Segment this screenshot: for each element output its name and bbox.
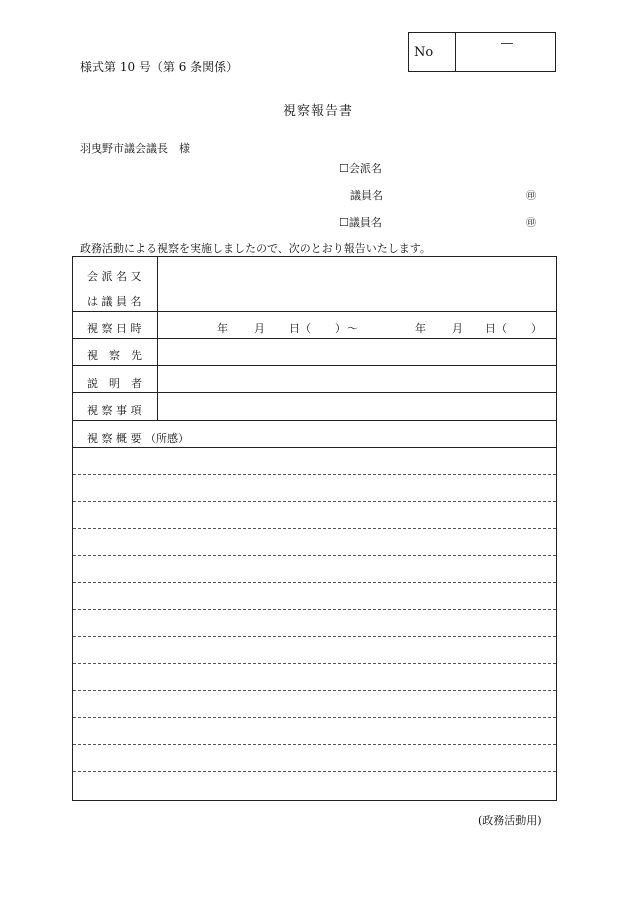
report-table (72, 256, 557, 801)
destination-label: 視 察 先 (87, 349, 142, 362)
summary-line (73, 771, 556, 772)
name-field[interactable] (157, 257, 557, 311)
document-number-box (408, 32, 556, 72)
row-divider (73, 420, 556, 421)
summary-line (73, 555, 556, 556)
document-title: 視察報告書 (283, 104, 354, 119)
explainer-field[interactable] (157, 365, 557, 392)
document-number-label-cell (409, 33, 456, 71)
intro-statement: 政務活動による視察を実施しましたので、次のとおり報告いたします。 (80, 242, 431, 255)
document-number-label: No (414, 45, 434, 60)
summary-line (73, 609, 556, 610)
summary-line (73, 528, 556, 529)
explainer-label: 説 明 者 (87, 377, 142, 390)
summary-label: 視 察 概 要 （所感） (87, 432, 189, 445)
date-end-day: 日（ (485, 322, 507, 335)
seal-mark-2: ㊞ (526, 218, 536, 229)
matters-field[interactable] (157, 392, 557, 420)
faction-name-label: ☐会派名 (339, 162, 382, 175)
date-start-close: ） (335, 322, 346, 335)
date-range-tilde: ～ (347, 322, 358, 335)
addressee: 羽曳野市議会議長 様 (80, 142, 190, 155)
member-name-label-2: ☐議員名 (339, 216, 382, 229)
date-start-day: 日（ (289, 322, 311, 335)
date-start-month: 月 (254, 322, 265, 335)
date-field[interactable] (157, 311, 557, 338)
date-end-year: 年 (415, 322, 426, 335)
name-label-line2: は 議 員 名 (87, 295, 142, 308)
date-label: 視 察 日 時 (87, 322, 142, 335)
summary-line (73, 663, 556, 664)
summary-line (73, 717, 556, 718)
seal-mark-1: ㊞ (526, 191, 536, 202)
summary-line (73, 690, 556, 691)
summary-line (73, 474, 556, 475)
member-name-label-1: 議員名 (350, 189, 383, 202)
summary-line (73, 582, 556, 583)
summary-line (73, 744, 556, 745)
destination-field[interactable] (157, 338, 557, 365)
date-start-year: 年 (217, 322, 228, 335)
summary-line (73, 501, 556, 502)
summary-line (73, 636, 556, 637)
date-end-close: ） (531, 322, 542, 335)
matters-label: 視 察 事 項 (87, 404, 142, 417)
name-label-line1: 会 派 名 又 (87, 270, 142, 283)
usage-note: (政務活動用) (478, 814, 542, 827)
form-number: 様式第 10 号（第 6 条関係） (80, 60, 239, 74)
document-number-dash: ― (501, 36, 513, 50)
date-end-month: 月 (452, 322, 463, 335)
